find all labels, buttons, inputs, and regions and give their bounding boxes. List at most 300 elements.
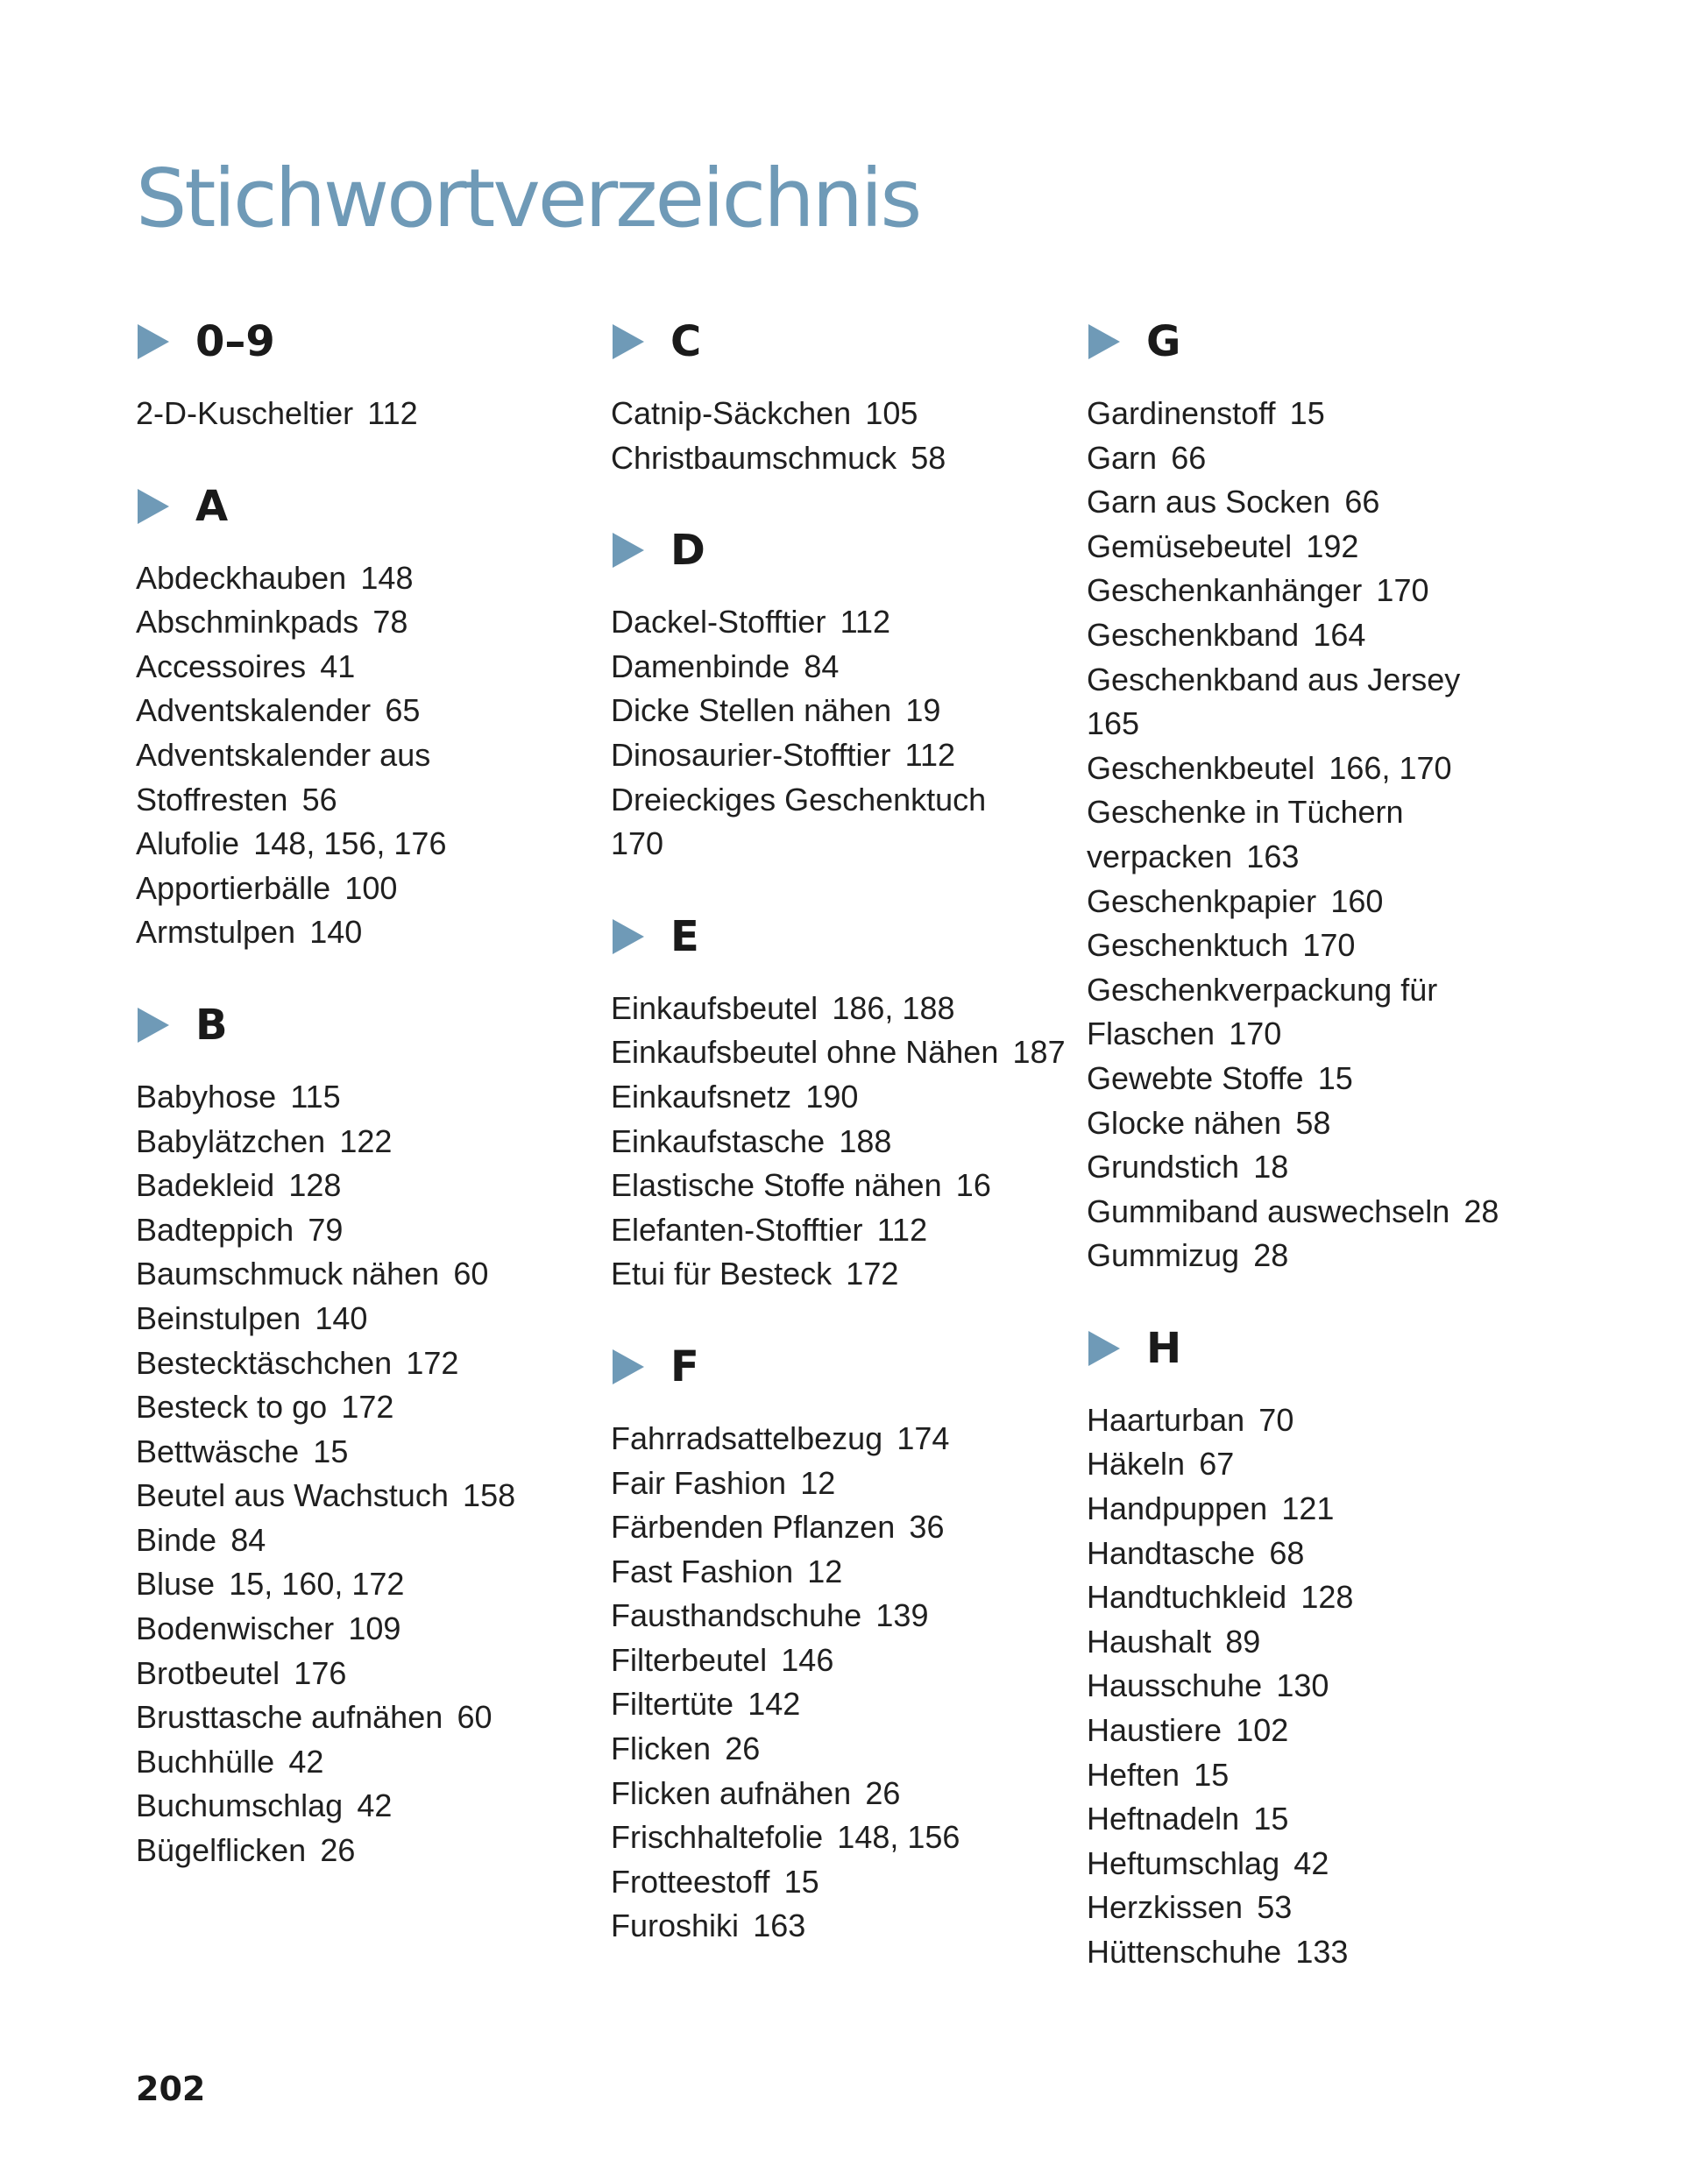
index-entry — [1087, 1101, 1560, 1146]
index-entry — [136, 1652, 609, 1696]
index-entry — [611, 1772, 1084, 1816]
entry-list — [611, 392, 1084, 480]
index-entry — [1087, 1487, 1560, 1532]
entry-pages: 42 — [288, 1743, 324, 1780]
entry-pages: 15 — [313, 1433, 349, 1469]
entry-pages: 148, 156, 176 — [253, 825, 447, 862]
entry-term: Einkaufsnetz — [611, 1078, 792, 1115]
index-entry — [1087, 1575, 1560, 1620]
entry-pages: 148, 156 — [837, 1819, 960, 1856]
entry-term: Geschenkband aus Jersey — [1087, 661, 1461, 697]
index-column-3 — [1087, 315, 1560, 1975]
index-entry — [136, 1784, 609, 1829]
section-header — [1087, 1322, 1560, 1375]
section-letter: C — [670, 317, 702, 366]
index-entry — [1087, 569, 1560, 613]
entry-term: Besteck to go — [136, 1389, 328, 1426]
entry-term: Badekleid — [136, 1167, 275, 1204]
index-entry — [1087, 436, 1560, 481]
entry-pages: 172 — [341, 1389, 394, 1426]
entry-pages: 174 — [897, 1419, 950, 1456]
entry-term: Fausthandschuhe — [611, 1597, 862, 1634]
index-entry — [1087, 924, 1560, 968]
triangle-marker-icon — [1088, 324, 1120, 359]
index-entry — [1087, 1930, 1560, 1975]
entry-pages: 170 — [611, 825, 664, 862]
index-entry — [1087, 1532, 1560, 1576]
entry-pages: 128 — [1300, 1579, 1354, 1616]
entry-term: Flicken aufnähen — [611, 1774, 852, 1811]
entry-pages: 84 — [230, 1521, 266, 1558]
entry-list — [1087, 392, 1560, 1278]
entry-pages: 15, 160, 172 — [229, 1566, 405, 1603]
section-header — [611, 910, 1084, 963]
index-entry — [611, 733, 1084, 778]
entry-list — [136, 1075, 609, 1873]
entry-pages: 42 — [357, 1787, 393, 1824]
entry-pages: 112 — [840, 604, 891, 641]
entry-pages: 78 — [372, 604, 408, 641]
entry-term: Einkaufsbeutel — [611, 989, 819, 1026]
index-section — [136, 480, 609, 955]
index-entry — [136, 1518, 609, 1563]
entry-pages: 28 — [1253, 1237, 1289, 1274]
entry-term: Gemüsebeutel — [1087, 527, 1293, 564]
entry-term: 2-D-Kuscheltier — [136, 395, 354, 431]
index-entry — [136, 1829, 609, 1873]
index-section — [611, 524, 1084, 867]
entry-pages: 28 — [1463, 1193, 1499, 1229]
page-number: 202 — [136, 2070, 206, 2108]
index-entry — [611, 1505, 1084, 1550]
entry-pages: 66 — [1344, 484, 1380, 520]
index-entry — [136, 733, 609, 822]
section-header — [136, 315, 609, 368]
index-section — [611, 910, 1084, 1297]
index-entry — [136, 1740, 609, 1785]
section-header — [1087, 315, 1560, 368]
entry-pages: 100 — [344, 869, 398, 906]
entry-pages: 84 — [804, 648, 840, 684]
entry-list — [136, 392, 609, 436]
index-entry — [136, 1430, 609, 1475]
index-entry — [1087, 1753, 1560, 1798]
entry-pages: 130 — [1276, 1667, 1329, 1704]
index-entry — [136, 1075, 609, 1120]
entry-pages: 36 — [909, 1509, 945, 1546]
entry-pages: 176 — [294, 1654, 347, 1691]
entry-term: Heften — [1087, 1756, 1180, 1793]
index-entry — [1087, 1057, 1560, 1101]
entry-list — [611, 987, 1084, 1297]
entry-term: Geschenktuch — [1087, 927, 1289, 964]
index-entry — [136, 1607, 609, 1652]
entry-term: Fair Fashion — [611, 1464, 787, 1501]
index-entry — [611, 1462, 1084, 1506]
entry-term: Bügelflicken — [136, 1832, 307, 1869]
entry-term: Garn — [1087, 439, 1158, 476]
entry-pages: 166, 170 — [1329, 749, 1452, 786]
index-entry — [136, 689, 609, 733]
entry-pages: 26 — [320, 1832, 356, 1869]
index-entry — [136, 1385, 609, 1430]
entry-term: Bestecktäschchen — [136, 1344, 393, 1381]
index-entry — [136, 1695, 609, 1740]
index-entry — [611, 1816, 1084, 1860]
entry-pages: 70 — [1258, 1401, 1294, 1438]
entry-pages: 170 — [1229, 1016, 1282, 1052]
entry-term: Babyhose — [136, 1078, 277, 1115]
entry-pages: 15 — [1317, 1059, 1353, 1096]
entry-pages: 26 — [725, 1731, 761, 1767]
entry-term: Binde — [136, 1521, 217, 1558]
entry-pages: 102 — [1236, 1712, 1289, 1749]
entry-term: Brusttasche aufnähen — [136, 1699, 443, 1736]
index-entry — [611, 600, 1084, 645]
entry-list — [136, 556, 609, 955]
entry-pages: 140 — [309, 914, 363, 951]
entry-term: Armstulpen — [136, 914, 296, 951]
entry-pages: 148 — [360, 559, 414, 596]
entry-term: Grundstich — [1087, 1149, 1240, 1186]
entry-pages: 66 — [1171, 439, 1207, 476]
entry-pages: 122 — [339, 1122, 393, 1159]
entry-pages: 41 — [320, 648, 356, 684]
entry-term: Hüttenschuhe — [1087, 1934, 1282, 1970]
index-entry — [136, 392, 609, 436]
entry-pages: 172 — [846, 1256, 899, 1292]
index-entry — [611, 392, 1084, 436]
entry-term: Brotbeutel — [136, 1654, 280, 1691]
section-header — [611, 524, 1084, 577]
entry-term: Elefanten-Stofftier — [611, 1211, 863, 1248]
entry-term: Damenbinde — [611, 648, 790, 684]
index-entry — [1087, 1234, 1560, 1278]
entry-pages: 15 — [1253, 1801, 1289, 1837]
entry-pages: 15 — [1289, 395, 1325, 431]
section-letter: B — [195, 1000, 228, 1050]
index-entry — [1087, 1842, 1560, 1886]
index-entry — [1087, 1442, 1560, 1487]
triangle-marker-icon — [613, 533, 644, 568]
index-entry — [136, 867, 609, 911]
entry-term: Hausschuhe — [1087, 1667, 1263, 1704]
index-section — [611, 1341, 1084, 1949]
entry-term: Alufolie — [136, 825, 240, 862]
index-entry — [611, 1120, 1084, 1164]
index-entry — [611, 1208, 1084, 1253]
entry-pages: 142 — [748, 1686, 801, 1723]
section-letter: D — [670, 526, 705, 576]
section-letter: H — [1146, 1323, 1182, 1373]
entry-term: Geschenkband — [1087, 616, 1300, 653]
entry-pages: 133 — [1295, 1934, 1349, 1970]
entry-term: Buchumschlag — [136, 1787, 344, 1824]
entry-pages: 115 — [290, 1078, 341, 1115]
entry-pages: 140 — [315, 1299, 368, 1336]
entry-term: Dicke Stellen nähen — [611, 692, 892, 729]
index-entry — [611, 987, 1084, 1031]
entry-list — [1087, 1398, 1560, 1975]
index-entry — [1087, 1398, 1560, 1443]
entry-term: Herzkissen — [1087, 1889, 1244, 1926]
index-entry — [1087, 790, 1560, 879]
entry-term: Haustiere — [1087, 1712, 1223, 1749]
entry-pages: 192 — [1306, 527, 1359, 564]
index-entry — [1087, 658, 1560, 747]
section-letter: F — [670, 1341, 699, 1391]
section-letter: 0–9 — [195, 317, 275, 366]
entry-term-continued: Flaschen — [1087, 1016, 1215, 1052]
entry-term: Buchhülle — [136, 1743, 275, 1780]
index-entry — [611, 1904, 1084, 1949]
entry-pages: 42 — [1293, 1844, 1329, 1881]
entry-pages: 165 — [1087, 705, 1140, 742]
entry-pages: 160 — [1330, 882, 1384, 919]
entry-term-continued: Stoffresten — [136, 781, 288, 818]
index-entry — [611, 1639, 1084, 1683]
entry-term: Dackel-Stofftier — [611, 604, 826, 641]
index-entry — [136, 822, 609, 867]
triangle-marker-icon — [613, 919, 644, 954]
entry-term: Häkeln — [1087, 1446, 1186, 1483]
triangle-marker-icon — [138, 1008, 169, 1043]
index-column-1 — [136, 315, 609, 1873]
entry-pages: 109 — [348, 1610, 401, 1647]
section-header — [136, 999, 609, 1051]
index-entry — [1087, 480, 1560, 525]
index-section — [611, 315, 1084, 480]
entry-pages: 53 — [1257, 1889, 1293, 1926]
entry-term: Dinosaurier-Stofftier — [611, 736, 891, 773]
entry-pages: 172 — [406, 1344, 459, 1381]
entry-pages: 65 — [385, 692, 421, 729]
entry-pages: 16 — [955, 1167, 991, 1204]
index-entry — [1087, 392, 1560, 436]
section-letter: A — [195, 481, 229, 531]
index-entry — [1087, 747, 1560, 791]
entry-pages: 112 — [876, 1211, 928, 1248]
entry-pages: 105 — [865, 395, 918, 431]
entry-pages: 15 — [783, 1863, 819, 1900]
entry-pages: 67 — [1199, 1446, 1235, 1483]
entry-term: Flicken — [611, 1731, 712, 1767]
entry-term: Abdeckhauben — [136, 559, 347, 596]
entry-pages: 190 — [805, 1078, 859, 1115]
entry-pages: 121 — [1281, 1490, 1335, 1527]
index-entry — [1087, 1620, 1560, 1665]
entry-pages: 186, 188 — [832, 989, 955, 1026]
index-entry — [136, 1341, 609, 1386]
entry-term: Catnip-Säckchen — [611, 395, 852, 431]
index-entry — [611, 645, 1084, 690]
entry-term: Beutel aus Wachstuch — [136, 1477, 449, 1514]
entry-term: Heftnadeln — [1087, 1801, 1240, 1837]
index-entry — [1087, 525, 1560, 570]
entry-pages: 139 — [875, 1597, 929, 1634]
entry-term: Abschminkpads — [136, 604, 359, 641]
entry-term: Adventskalender aus — [136, 736, 431, 773]
entry-pages: 58 — [1295, 1104, 1331, 1141]
entry-term: Handtasche — [1087, 1534, 1256, 1571]
index-section — [136, 999, 609, 1873]
entry-term: Adventskalender — [136, 692, 372, 729]
entry-pages: 89 — [1225, 1623, 1261, 1660]
entry-term: Bodenwischer — [136, 1610, 335, 1647]
entry-pages: 158 — [463, 1477, 516, 1514]
index-entry — [611, 689, 1084, 733]
entry-term: Handpuppen — [1087, 1490, 1268, 1527]
index-entry — [1087, 613, 1560, 658]
index-entry — [611, 1860, 1084, 1905]
index-entry — [611, 1030, 1084, 1075]
entry-term: Baumschmuck nähen — [136, 1256, 440, 1292]
triangle-marker-icon — [138, 489, 169, 524]
entry-pages: 112 — [904, 736, 956, 773]
index-entry — [1087, 1664, 1560, 1709]
entry-term-continued: verpacken — [1087, 838, 1233, 874]
entry-pages: 164 — [1313, 616, 1366, 653]
entry-pages: 170 — [1376, 572, 1429, 609]
index-entry — [136, 1164, 609, 1208]
page-title: Stichwortverzeichnis — [136, 152, 920, 245]
index-entry — [136, 645, 609, 690]
entry-term: Dreieckiges Geschenktuch — [611, 781, 987, 818]
index-entry — [611, 1417, 1084, 1462]
section-letter: G — [1146, 317, 1181, 366]
entry-term: Bettwäsche — [136, 1433, 300, 1469]
index-column-2 — [611, 315, 1084, 1949]
entry-term: Geschenkpapier — [1087, 882, 1317, 919]
entry-pages: 163 — [1246, 838, 1300, 874]
index-entry — [136, 556, 609, 601]
entry-pages: 112 — [367, 395, 418, 431]
entry-term: Geschenkverpackung für — [1087, 971, 1438, 1008]
index-entry — [1087, 1797, 1560, 1842]
entry-term: Filterbeutel — [611, 1641, 768, 1678]
entry-term: Geschenke in Tüchern — [1087, 794, 1404, 831]
entry-term: Gummiband auswechseln — [1087, 1193, 1450, 1229]
entry-pages: 19 — [905, 692, 941, 729]
section-header — [611, 1341, 1084, 1393]
index-entry — [1087, 1145, 1560, 1190]
entry-pages: 163 — [753, 1908, 806, 1944]
entry-term: Heftumschlag — [1087, 1844, 1280, 1881]
triangle-marker-icon — [613, 324, 644, 359]
entry-term: Babylätzchen — [136, 1122, 326, 1159]
entry-term: Gummizug — [1087, 1237, 1240, 1274]
entry-pages: 146 — [781, 1641, 834, 1678]
entry-pages: 188 — [839, 1122, 892, 1159]
index-entry — [611, 1550, 1084, 1595]
triangle-marker-icon — [138, 324, 169, 359]
index-entry — [1087, 1709, 1560, 1753]
entry-list — [611, 1417, 1084, 1949]
entry-term: Apportierbälle — [136, 869, 331, 906]
index-entry — [136, 1208, 609, 1253]
index-entry — [1087, 968, 1560, 1057]
index-entry — [611, 1075, 1084, 1120]
entry-pages: 15 — [1194, 1756, 1230, 1793]
entry-term: Garn aus Socken — [1087, 484, 1331, 520]
entry-term: Haarturban — [1087, 1401, 1245, 1438]
index-entry — [1087, 1190, 1560, 1235]
entry-pages: 26 — [865, 1774, 901, 1811]
entry-term: Fast Fashion — [611, 1553, 794, 1589]
entry-pages: 58 — [911, 439, 946, 476]
entry-term: Accessoires — [136, 648, 307, 684]
index-entry — [611, 1727, 1084, 1772]
index-entry — [136, 600, 609, 645]
index-entry — [136, 1120, 609, 1164]
entry-term: Haushalt — [1087, 1623, 1212, 1660]
entry-term: Elastische Stoffe nähen — [611, 1167, 942, 1204]
index-entry — [611, 778, 1084, 867]
index-entry — [1087, 880, 1560, 924]
entry-term: Frischhaltefolie — [611, 1819, 824, 1856]
section-letter: E — [670, 911, 699, 961]
entry-term: Geschenkanhänger — [1087, 572, 1363, 609]
index-entry — [611, 1594, 1084, 1639]
entry-term: Frotteestoff — [611, 1863, 770, 1900]
entry-term: Geschenkbeutel — [1087, 749, 1315, 786]
index-entry — [136, 1562, 609, 1607]
entry-pages: 18 — [1253, 1149, 1289, 1186]
entry-pages: 170 — [1302, 927, 1356, 964]
entry-list — [611, 600, 1084, 867]
entry-pages: 187 — [1012, 1034, 1066, 1071]
index-entry — [136, 1297, 609, 1341]
entry-pages: 12 — [807, 1553, 843, 1589]
index-entry — [136, 1474, 609, 1518]
entry-term: Bluse — [136, 1566, 216, 1603]
index-entry — [611, 1252, 1084, 1297]
index-entry — [1087, 1886, 1560, 1930]
entry-pages: 68 — [1269, 1534, 1305, 1571]
entry-term: Filtertüte — [611, 1686, 734, 1723]
entry-term: Gardinenstoff — [1087, 395, 1276, 431]
section-header — [611, 315, 1084, 368]
index-section — [136, 315, 609, 436]
entry-pages: 79 — [308, 1211, 344, 1248]
index-section — [1087, 315, 1560, 1278]
entry-term: Furoshiki — [611, 1908, 740, 1944]
index-section — [1087, 1322, 1560, 1975]
index-entry — [136, 910, 609, 955]
triangle-marker-icon — [1088, 1331, 1120, 1366]
entry-term: Gewebte Stoffe — [1087, 1059, 1304, 1096]
entry-pages: 60 — [453, 1256, 489, 1292]
entry-term: Einkaufstasche — [611, 1122, 826, 1159]
section-header — [136, 480, 609, 533]
entry-term: Glocke nähen — [1087, 1104, 1282, 1141]
entry-term: Christbaumschmuck — [611, 439, 897, 476]
index-entry — [611, 436, 1084, 481]
entry-term: Etui für Besteck — [611, 1256, 833, 1292]
entry-term: Färbenden Pflanzen — [611, 1509, 896, 1546]
entry-pages: 128 — [288, 1167, 342, 1204]
index-entry — [611, 1682, 1084, 1727]
entry-term: Badteppich — [136, 1211, 294, 1248]
entry-term: Handtuchkleid — [1087, 1579, 1287, 1616]
entry-pages: 12 — [800, 1464, 836, 1501]
entry-term: Einkaufsbeutel ohne Nähen — [611, 1034, 999, 1071]
entry-term: Fahrradsattelbezug — [611, 1419, 883, 1456]
index-entry — [611, 1164, 1084, 1208]
entry-pages: 56 — [301, 781, 337, 818]
triangle-marker-icon — [613, 1349, 644, 1384]
entry-pages: 60 — [457, 1699, 493, 1736]
